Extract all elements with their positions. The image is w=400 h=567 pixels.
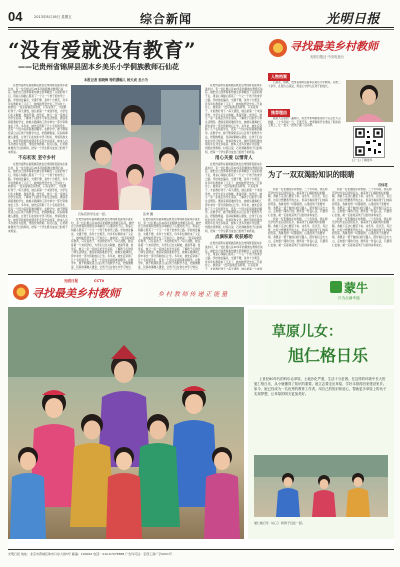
qr-caption: 扫一扫 了解更多 (352, 158, 373, 162)
feature-panel (248, 309, 394, 539)
article-subtitle: ——记贵州省锦屏县固本乡美乐小学侗族教师石仙花 (18, 63, 179, 71)
column-title: 为了一双双渴盼知识的眼睛 (268, 170, 355, 179)
column-author: 石仙花 (378, 183, 388, 187)
photo-caption-text: 石仙花和学生在一起。 (78, 212, 109, 216)
banner-sponsor-gmrb: 光明日报 (64, 279, 78, 283)
body-paragraph: 在贵州省黔东南侗族苗族自治州锦屏县固本乡美乐村，有一位扎根山区20多年的侗族女教师石仙花。她把自己的青春和热情全部奉献给了山里的孩子们，用爱心和耐心照亮了一个又一个孩子的求学之路。学校地处偏远，交通不便，条件十分艰苦，许多年轻教师来了又走了，她却始终坚守在三尺讲台上。她常说：“没有爱就没有教育，只有爱孩子，才能教好孩子。”每天清晨，她总是第一个来到学校，为学生们生火取暖、准备早餐；放学后，她又一家一家地走访学生家庭，了解孩子们的学习和生活情况。遇到家庭困难的学生，她就从微薄的工资中拿出一部分资助他们上学。多年来，她先后资助了几十名贫困学生，没有一个因为家庭困难而辍学。在教学中，她不断探索适合山区孩子的教学方法，把侗族歌谣、民间故事融入课堂，让孩子们在快乐中学习知识、传承民族文化。她所带的班级成绩连年名列全乡前茅，她本人也多次被评为县级、州级优秀教师。村民们说，石老师就像孩子们的妈妈，把每一个学生都当成自己的孩子来疼爱。 (205, 163, 263, 233)
feature-text (254, 377, 388, 449)
column-text-1 (268, 188, 330, 270)
sidebar-rule (266, 166, 394, 167)
footer-rule (8, 549, 394, 550)
body-paragraph: 在贵州省黔东南侗族苗族自治州锦屏县固本乡美乐村，有一位扎根山区20多年的侗族女教师石仙花。她把自己的青春和热情全部奉献给了山里的孩子们，用爱心和耐心照亮了一个又一个孩子的求学之路。学校地处偏远，交通不便，条件十分艰苦，许多年轻教师来了又走了，她却始终坚守在三尺讲台上。她常说：“没有爱就没有教育，只有爱孩子，才能教好孩子。”每天清晨，她总是第一个来到学校，为学生们生火取暖、准备早餐；放学后，她又一家一家地走访学生家庭，了解孩子们的学习和生活情况。遇到家庭困难的学生，她就从微薄的工资中拿出一部分资助他们上学。多年来，她先后资助了几十名贫困学生，没有一个因为家庭困难而辍学。在教学中，她不断探索适合山区孩子的教学方法，把侗族歌谣、民间故事融入课堂，让孩子们在快乐中学习知识、传承民族文化。她所带的班级成绩连年名列全乡前茅，她本人也多次被评为县级、州级优秀教师。村民们说，石老师就像孩子们的妈妈，把每一个学生都当成自己的孩子来疼爱。 (205, 84, 263, 154)
footer-info: 光明日报 地址：北京市西城区珠市口东大街5号 邮编：100062 电话：010-67078888 广告许可证：京西工商广字0001号 (8, 552, 172, 556)
main-photo (71, 85, 201, 210)
column-paragraph: 我是一名普通的乡村教师。二十多年前，我从师范学校毕业后回到家乡，看着孩子们渴盼知识的眼睛，我就下定决心要留下来。这些年，有过苦，有过累，也有过想要离开的念头，但每当看到孩子们纯真的笑脸，我就觉得一切都值得。山里的孩子需要老师，我愿意一辈子做他们的引路人，陪伴他们走出大山，走向更广阔的天地。教育是一份良心活，只要用心去做，就一定能收获孩子们的进步和成长。 (268, 217, 328, 247)
body-paragraph: 在贵州省黔东南侗族苗族自治州锦屏县固本乡美乐村，有一位扎根山区20多年的侗族女教师石仙花。她把自己的青春和热情全部奉献给了山里的孩子们，用爱心和耐心照亮了一个又一个孩子的求学之路。学校地处偏远，交通不便，条件十分艰苦，许多年轻教师来了又走了，她却始终坚守在三尺讲台上。她常说：“没有爱就没有教育，只有爱孩子，才能教好孩子。”每天清晨，她总是第一个来到学校，为学生们生火取暖、准备早餐；放学后，她又一家一家地走访学生家庭，了解孩子们的学习和生活情况。遇到家庭困难的学生，她就从微薄的工资中拿出一部分资助他们上学。多年来，她先后资助了几十名贫困学生，没有一个因为家庭困难而辍学。在教学中，她不断探索适合山区孩子的教学方法，把侗族歌谣、民间故事融入课堂，让孩子们在快乐中学习知识、传承民族文化。她所带的班级成绩连年名列全乡前茅，她本人也多次被评为县级、州级优秀教师。村民们说，石老师就像孩子们的妈妈，把每一个学生都当成自己的孩子来疼爱。 (8, 163, 68, 233)
subhead-2: 用心关爱 以情育人 (215, 156, 253, 162)
photo-caption (78, 212, 153, 216)
banner-section (8, 274, 394, 547)
campaign-subtitle: 光明日报社 中央电视台 (310, 55, 345, 59)
feature-paragraph: 上世纪80年代的科尔沁草原，土地沙化严重，生活十分贫困。在这样的环境中长大的旭仁格日乐，从小就懂得了知识的重要。她立志要走出草原，学好本领再回来建设家乡。如今，她已经成为一名优秀的教育工作者，用自己的知识和爱心，帮助更多草原上的孩子实现梦想，让草原的明天更加美好。 (254, 377, 387, 396)
subhead-1: 不忘初衷 坚守乡村 (18, 156, 56, 162)
article-body-col-2 (71, 218, 135, 270)
body-paragraph: 在贵州省黔东南侗族苗族自治州锦屏县固本乡美乐村，有一位扎根山区20多年的侗族女教师石仙花。她把自己的青春和热情全部奉献给了山里的孩子们，用爱心和耐心照亮了一个又一个孩子的求学之路。学校地处偏远，交通不便，条件十分艰苦，许多年轻教师来了又走了，她却始终坚守在三尺讲台上。她常说：“没有爱就没有教育，只有爱孩子，才能教好孩子。”每天清晨，她总是第一个来到学校，为学生们生火取暖、准备早餐；放学后，她又一家一家地走访学生家庭，了解孩子们的学习和生活情况。遇到家庭困难的学生，她就从微薄的工资中拿出一部分资助他们上学。多年来，她先后资助了几十名贫困学生，没有一个因为家庭困难而辍学。在教学中，她不断探索适合山区孩子的教学方法，把侗族歌谣、民间故事融入课堂，让孩子们在快乐中学习知识、传承民族文化。她所带的班级成绩连年名列全乡前茅，她本人也多次被评为县级、州级优秀教师。村民们说，石老师就像孩子们的妈妈，把每一个学生都当成自己的孩子来疼爱。 (8, 84, 68, 154)
banner-sponsor-cctv: CCTV (94, 279, 105, 283)
photo-credit: 张秀 摄 (142, 212, 153, 216)
article-body-col-4 (205, 84, 263, 270)
page-header (8, 8, 394, 26)
qr-code[interactable] (353, 126, 385, 158)
profile-box-text (268, 81, 342, 105)
article-title: “没有爱就没有教育” (8, 38, 197, 62)
feature-title-line-1: 草原儿女： (272, 324, 342, 340)
body-paragraph: 在贵州省黔东南侗族苗族自治州锦屏县固本乡美乐村，有一位扎根山区20多年的侗族女教师石仙花。她把自己的青春和热情全部奉献给了山里的孩子们，用爱心和耐心照亮了一个又一个孩子的求学之路。学校地处偏远，交通不便，条件十分艰苦，许多年轻教师来了又走了，她却始终坚守在三尺讲台上。她常说：“没有爱就没有教育，只有爱孩子，才能教好孩子。”每天清晨，她总是第一个来到 (205, 242, 263, 270)
reason-paragraph: 她是大山里的一盏明灯，用坚守和奉献照亮孩子们走出大山的路。二十多年如一日，不离不弃，把青春和汗水洒在了侗乡的土地上，让一批又一批孩子圆了读书梦。 (268, 117, 341, 128)
banner-logo-icon (12, 283, 30, 301)
children-photo (8, 307, 244, 539)
header-rule (8, 27, 394, 28)
section-name: 综合新闻 (140, 12, 193, 26)
banner-strip (8, 277, 394, 305)
reason-text (268, 117, 342, 161)
banner-title: 寻找最美乡村教师 (32, 287, 120, 300)
page-number: 04 (8, 9, 23, 24)
column-paragraph: 我是一名普通的乡村教师。二十多年前，我从师范学校毕业后回到家乡，看着孩子们渴盼知识的眼睛，我就下定决心要留下来。这些年，有过苦，有过累，也有过想要离开的念头，但每当看到孩子们纯真的笑脸，我就觉得一切都值得。山里的孩子需要老师，我愿意一辈子做他们的引路人，陪伴他们走出大山，走向更广阔的天地。教育是一份良心活，只要用心去做，就一定能收获孩子们的进步和成长。 (332, 188, 392, 217)
feature-title-line-2: 旭仁格日乐 (288, 346, 369, 365)
article-body-col-1 (8, 84, 68, 270)
column-text-2 (332, 188, 394, 270)
campaign-logo-icon (268, 38, 288, 58)
banner-slogan: 乡 村 教 师 传 递 正 能 量 (158, 291, 228, 298)
date-line: 2013年8月16日 星期五 (34, 15, 72, 19)
brand-name: 蒙牛 (344, 281, 369, 295)
reason-label: 推荐理由 (268, 109, 290, 117)
body-paragraph: 在贵州省黔东南侗族苗族自治州锦屏县固本乡美乐村，有一位扎根山区20多年的侗族女教师石仙花。她把自己的青春和热情全部奉献给了山里的孩子们，用爱心和耐心照亮了一个又一个孩子的求学之路。学校地处偏远，交通不便，条件十分艰苦，许多年轻教师来了又走了，她却始终坚守在三尺讲台上。她常说：“没有爱就没有教育，只有爱孩子，才能教好孩子。”每天清晨，她总是第一个来到学校，为学生们生火取暖、准备早餐；放学后，她又一家一家地走访学生家庭，了解孩子们的学习和生活情况。遇到家庭困难的学生，她就从微薄的工资中拿出一部分资助他们上学。多年来，她先后资助了几十名贫困学生，没有一个因为家庭困难而辍学。在教学中，她不断探索适合山区孩子的教学方法，把侗族歌谣、民间故事融入课堂，让孩子们在快乐中学习知识、 (138, 218, 202, 270)
feature-photo (254, 455, 388, 517)
profile-box-label: 人物档案 (268, 73, 290, 81)
feature-photo-caption: 旭仁格日乐（右三）和孩子们在一起。 (254, 521, 306, 525)
article-byline: 本报记者 郭晓梅 特约撰稿人 杨天成 龙小为 (84, 78, 148, 82)
header-rule-thin (8, 29, 394, 30)
column-paragraph: 我是一名普通的乡村教师。二十多年前，我从师范学校毕业后回到家乡，看着孩子们渴盼知识的眼睛，我就下定决心要留下来。这些年，有过苦，有过累，也有过想要离开的念头，但每当看到孩子们纯真的笑脸，我就觉得一切都值得。山里的孩子需要老师，我愿意一辈子做他们的引路人，陪伴他们走出大山，走向更广阔的天地。教育是一份良心活，只要用心去做，就一定能收获孩子们的进步和成长。 (268, 188, 328, 217)
brand-tagline: 只为点滴幸福 (338, 296, 360, 300)
feature-photo-scene-icon (254, 455, 388, 517)
column-paragraph: 我是一名普通的乡村教师。二十多年前，我从师范学校毕业后回到家乡，看着孩子们渴盼知识的眼睛，我就下定决心要留下来。这些年，有过苦，有过累，也有过想要离开的念头，但每当看到孩子们纯真的笑脸，我就觉得一切都值得。山里的孩子需要老师，我愿意一辈子做他们的引路人，陪伴他们走出大山，走向更广阔的天地。教育是一份良心活，只要用心去做，就一定能收获孩子们的进步和成长。 (332, 217, 392, 247)
portrait-icon (346, 80, 393, 122)
subhead-3: 点滴积累 收获感动 (215, 235, 253, 241)
campaign-title: 寻找最美乡村教师 (290, 40, 378, 53)
campaign-header (266, 32, 394, 68)
brand-logo-mark (330, 281, 342, 293)
article-body-col-3 (138, 218, 202, 270)
paper-logo: 光明日报 (326, 12, 381, 27)
photo-scene-icon (71, 85, 201, 210)
profile-text: 石仙花，侗族，贵州省锦屏县固本乡美乐小学教师，从教二十余年，扎根大山深处，用爱心守护山区孩子的成长。 (268, 81, 341, 88)
profile-portrait (346, 80, 393, 122)
children-photo-scene-icon (8, 307, 244, 539)
body-paragraph: 在贵州省黔东南侗族苗族自治州锦屏县固本乡美乐村，有一位扎根山区20多年的侗族女教师石仙花。她把自己的青春和热情全部奉献给了山里的孩子们，用爱心和耐心照亮了一个又一个孩子的求学之路。学校地处偏远，交通不便，条件十分艰苦，许多年轻教师来了又走了，她却始终坚守在三尺讲台上。她常说：“没有爱就没有教育，只有爱孩子，才能教好孩子。”每天清晨，她总是第一个来到学校，为学生们生火取暖、准备早餐；放学后，她又一家一家地走访学生家庭，了解孩子们的学习和生活情况。遇到家庭困难的学生，她就从微薄的工资中拿出一部分资助他们上学。多年来，她先后资助了几十名贫困学生，没有一个因为家庭困难而辍学。在教学中，她不断探索适合山区孩子的教学方法，把侗族歌谣、民间故事融入课堂，让孩子们在快乐中学习知识、 (71, 218, 135, 270)
qr-code-icon (354, 127, 384, 157)
